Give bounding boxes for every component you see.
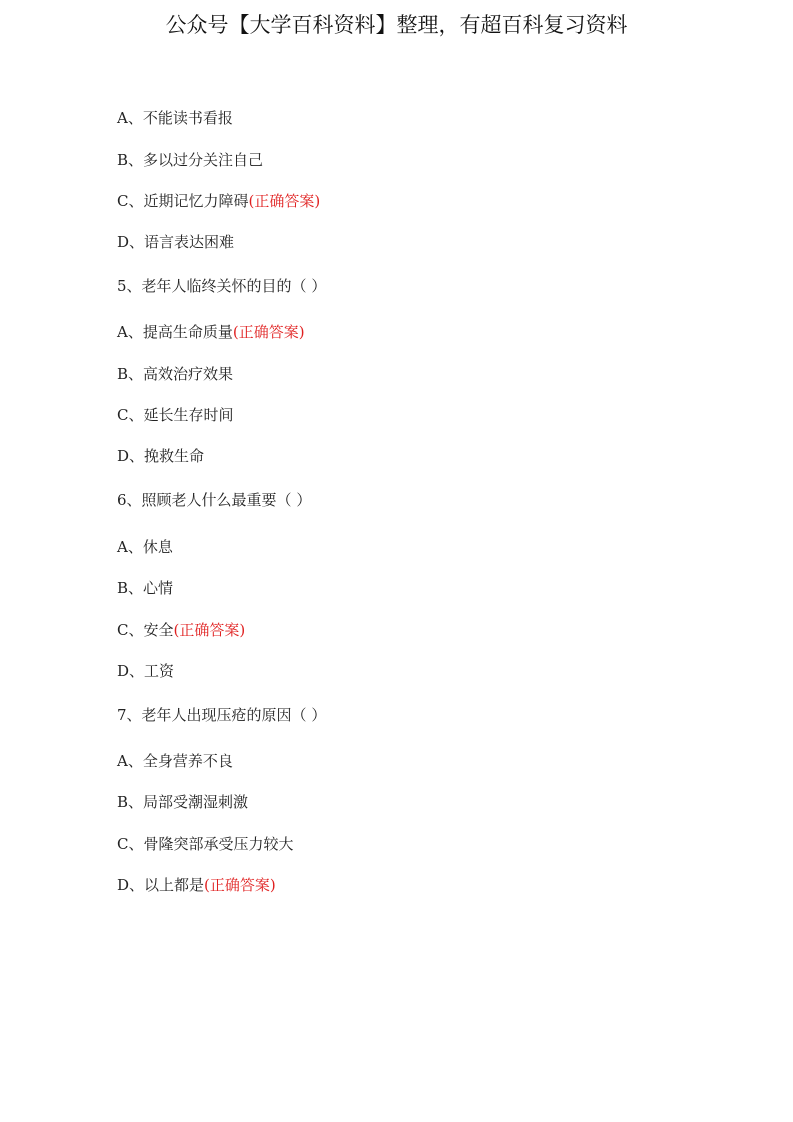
correct-answer-marker: (正确答案) (248, 192, 321, 210)
option-line (117, 537, 173, 557)
option-text: C、近期记忆力障碍 (117, 192, 249, 210)
question-line (117, 490, 311, 510)
option-text: D、语言表达困难 (117, 233, 235, 251)
option-text: B、局部受潮湿刺激 (117, 793, 249, 811)
option-line (117, 232, 234, 252)
option-text: C、安全 (117, 621, 174, 639)
correct-answer-marker: (正确答案) (232, 323, 305, 341)
option-text: B、心情 (117, 579, 174, 597)
question-line (117, 276, 326, 296)
option-text: B、多以过分关注自己 (117, 151, 264, 169)
option-line (117, 191, 320, 211)
correct-answer-marker: (正确答案) (173, 621, 246, 639)
option-line (117, 661, 174, 681)
option-line (117, 875, 276, 895)
option-text: A、休息 (117, 538, 173, 556)
option-line (117, 578, 173, 598)
option-text: B、高效治疗效果 (117, 365, 234, 383)
option-line (117, 150, 263, 170)
question-line (117, 705, 326, 725)
question-text: 7、老年人出现压疮的原因（ ） (117, 706, 327, 724)
option-line (117, 405, 233, 425)
option-line (117, 620, 245, 640)
option-line (117, 751, 233, 771)
option-text: C、延长生存时间 (117, 406, 234, 424)
correct-answer-marker: (正确答案) (204, 876, 276, 894)
question-text: 6、照顾老人什么最重要（ ） (117, 491, 312, 509)
page-header: 公众号【大学百科资料】整理，有超百科复习资料 (165, 13, 628, 37)
option-text: A、全身营养不良 (117, 752, 233, 770)
question-text: 5、老年人临终关怀的目的（ ） (117, 277, 327, 295)
option-text: A、不能读书看报 (117, 109, 233, 127)
option-line (117, 792, 248, 812)
option-line (117, 446, 204, 466)
option-line (117, 834, 293, 854)
option-text: A、提高生命质量 (117, 323, 233, 341)
option-line (117, 322, 305, 342)
option-text: D、以上都是 (117, 876, 205, 894)
option-text: C、骨隆突部承受压力较大 (117, 835, 294, 853)
option-line (117, 364, 233, 384)
option-line (117, 108, 233, 128)
option-text: D、挽救生命 (117, 447, 205, 465)
option-text: D、工资 (117, 662, 175, 680)
